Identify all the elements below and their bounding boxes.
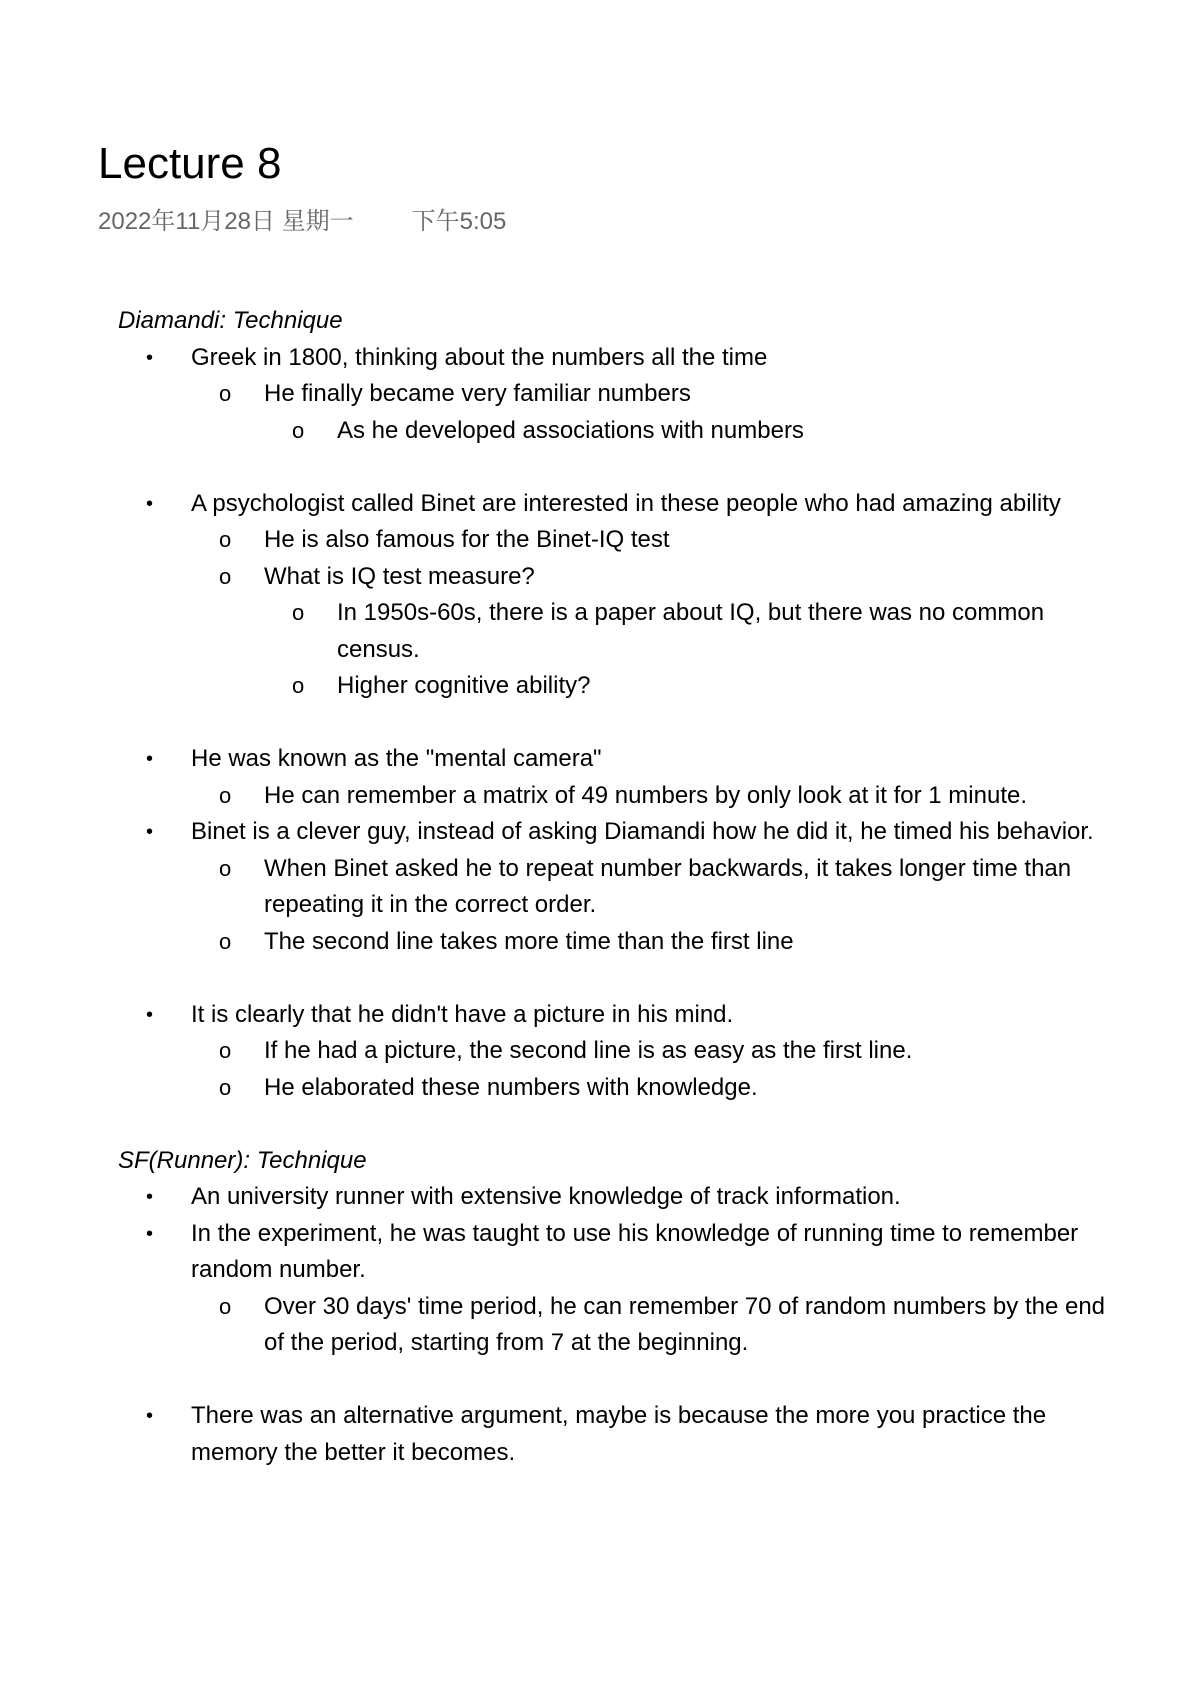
circle-bullet-icon: o <box>219 855 232 881</box>
spacer <box>118 1106 1118 1143</box>
list-item <box>118 340 1118 377</box>
list-item <box>118 1033 1118 1070</box>
list-item-text: Binet is a clever guy, instead of asking Diamandi how he did it, he timed his behavior. <box>191 818 1094 845</box>
spacer <box>118 705 1118 742</box>
list-item-text: The second line takes more time than the first line <box>264 927 794 955</box>
bullet-icon: • <box>146 1222 154 1245</box>
list-item-text: Over 30 days' time period, he can remember 70 of random numbers by the end of the period, starting from 7 at the beginning. <box>264 1292 1106 1356</box>
circle-bullet-icon: o <box>292 417 305 443</box>
list-item-text: What is IQ test measure? <box>264 562 535 590</box>
list-item-text: If he had a picture, the second line is as easy as the first line. <box>264 1037 913 1064</box>
list-item <box>118 559 1118 596</box>
list-item <box>118 1070 1118 1107</box>
spacer <box>118 960 1118 997</box>
page-time: 下午5:05 <box>411 208 507 235</box>
list-item-text: A psychologist called Binet are interested in these people who had amazing ability <box>191 489 1061 517</box>
list-item-text: He elaborated these numbers with knowledge. <box>264 1073 758 1101</box>
list-item <box>118 595 1118 668</box>
list-item-text: When Binet asked he to repeat number backwards, it takes longer time than repeating it in the correct order. <box>264 854 1072 918</box>
list-item <box>118 668 1118 705</box>
notes-content <box>118 303 1118 1471</box>
bullet-list <box>118 340 1118 450</box>
section-heading: Diamandi: Technique <box>118 307 343 334</box>
page-datetime <box>98 207 506 237</box>
list-item-text: He was known as the "mental camera" <box>191 745 602 772</box>
list-item-text: He is also famous for the Binet-IQ test <box>264 526 670 553</box>
list-item <box>118 376 1118 413</box>
list-item-text: As he developed associations with numbers <box>337 416 804 444</box>
list-item-text: An university runner with extensive knowledge of track information. <box>191 1183 901 1210</box>
circle-bullet-icon: o <box>292 600 305 625</box>
bullet-icon: • <box>146 821 154 843</box>
circle-bullet-icon: o <box>219 1074 232 1100</box>
spacer <box>118 1362 1118 1399</box>
list-item <box>118 413 1118 450</box>
bullet-icon: • <box>146 1186 154 1208</box>
circle-bullet-icon: o <box>219 563 232 589</box>
bullet-icon: • <box>146 492 154 515</box>
list-item <box>118 924 1118 961</box>
bullet-list <box>118 1398 1118 1471</box>
circle-bullet-icon: o <box>219 527 232 552</box>
list-item <box>118 851 1118 924</box>
circle-bullet-icon: o <box>219 782 232 808</box>
bullet-list <box>118 486 1118 705</box>
circle-bullet-icon: o <box>219 928 232 954</box>
circle-bullet-icon: o <box>219 1038 232 1063</box>
spacer <box>118 449 1118 486</box>
bullet-list <box>118 997 1118 1107</box>
bullet-list <box>118 741 1118 960</box>
list-item-text: He can remember a matrix of 49 numbers by only look at it for 1 minute. <box>264 781 1027 809</box>
bullet-icon: • <box>146 1405 154 1427</box>
list-item-text: Greek in 1800, thinking about the numbers all the time <box>191 343 768 371</box>
list-item-text: Higher cognitive ability? <box>337 672 591 699</box>
bullet-icon: • <box>146 346 154 369</box>
list-item-text: In the experiment, he was taught to use his knowledge of running time to remember random number. <box>191 1219 1079 1283</box>
page-date: 2022年11月28日 星期一 <box>98 208 354 235</box>
list-item-text: He finally became very familiar numbers <box>264 380 691 407</box>
list-item <box>118 814 1118 851</box>
list-item <box>118 486 1118 523</box>
list-item <box>118 522 1118 559</box>
list-item <box>118 778 1118 815</box>
list-item-text: It is clearly that he didn't have a picture in his mind. <box>191 1000 734 1028</box>
circle-bullet-icon: o <box>292 673 305 698</box>
list-item <box>118 741 1118 778</box>
list-item-text: In 1950s-60s, there is a paper about IQ, but there was no common census. <box>337 599 1045 663</box>
circle-bullet-icon: o <box>219 381 232 406</box>
list-item <box>118 1398 1118 1471</box>
list-item <box>118 1289 1118 1362</box>
list-item-text: There was an alternative argument, maybe is because the more you practice the memory the better it becomes. <box>191 1402 1047 1466</box>
page-title: Lecture 8 <box>98 139 282 188</box>
bullet-icon: • <box>146 748 154 770</box>
section-heading: SF(Runner): Technique <box>118 1146 367 1174</box>
list-item <box>118 1179 1118 1216</box>
bullet-icon: • <box>146 1003 154 1026</box>
bullet-list <box>118 1179 1118 1362</box>
list-item <box>118 997 1118 1034</box>
list-item <box>118 1216 1118 1289</box>
circle-bullet-icon: o <box>219 1293 232 1319</box>
